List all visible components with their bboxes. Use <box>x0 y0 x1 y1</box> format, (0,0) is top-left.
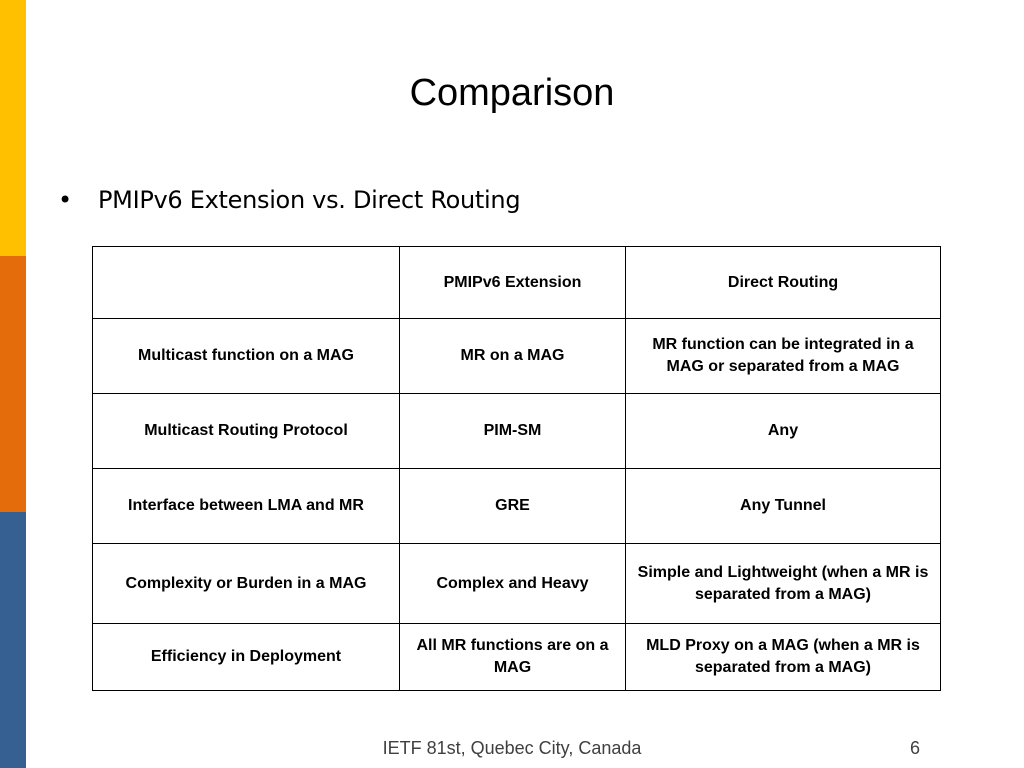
table-cell: GRE <box>400 469 626 544</box>
table-header-cell: Direct Routing <box>626 247 941 319</box>
table-cell: Complex and Heavy <box>400 544 626 624</box>
table-cell: Efficiency in Deployment <box>93 624 400 691</box>
table-cell: MR function can be integrated in a MAG or separated from a MAG <box>626 319 941 394</box>
table-cell: Multicast Routing Protocol <box>93 394 400 469</box>
table-cell: MR on a MAG <box>400 319 626 394</box>
slide-title: Comparison <box>409 72 615 114</box>
table-cell: Simple and Lightweight (when a MR is separated from a MAG) <box>626 544 941 624</box>
bullet-text: PMIPv6 Extension vs. Direct Routing <box>98 186 521 214</box>
table-cell: Complexity or Burden in a MAG <box>93 544 400 624</box>
comparison-table <box>92 246 941 691</box>
table-cell: MLD Proxy on a MAG (when a MR is separated from a MAG) <box>626 624 941 691</box>
table-cell: Any <box>626 394 941 469</box>
bullet-marker: • <box>58 186 72 214</box>
table-header-row <box>93 247 941 319</box>
table-row <box>93 319 941 394</box>
slide-footer: IETF 81st, Quebec City, Canada <box>382 738 642 758</box>
table-row <box>93 469 941 544</box>
bullet-item <box>58 186 520 214</box>
table-cell: PIM-SM <box>400 394 626 469</box>
side-bar-yellow <box>0 0 26 256</box>
table-cell: Multicast function on a MAG <box>93 319 400 394</box>
table-row <box>93 624 941 691</box>
table-row <box>93 544 941 624</box>
table-header-cell <box>93 247 400 319</box>
table-cell: All MR functions are on a MAG <box>400 624 626 691</box>
table-header-cell: PMIPv6 Extension <box>400 247 626 319</box>
table-row <box>93 394 941 469</box>
table-cell: Interface between LMA and MR <box>93 469 400 544</box>
page-number: 6 <box>909 738 920 758</box>
side-bar-blue <box>0 512 26 768</box>
side-bar-orange <box>0 256 26 512</box>
table-cell: Any Tunnel <box>626 469 941 544</box>
